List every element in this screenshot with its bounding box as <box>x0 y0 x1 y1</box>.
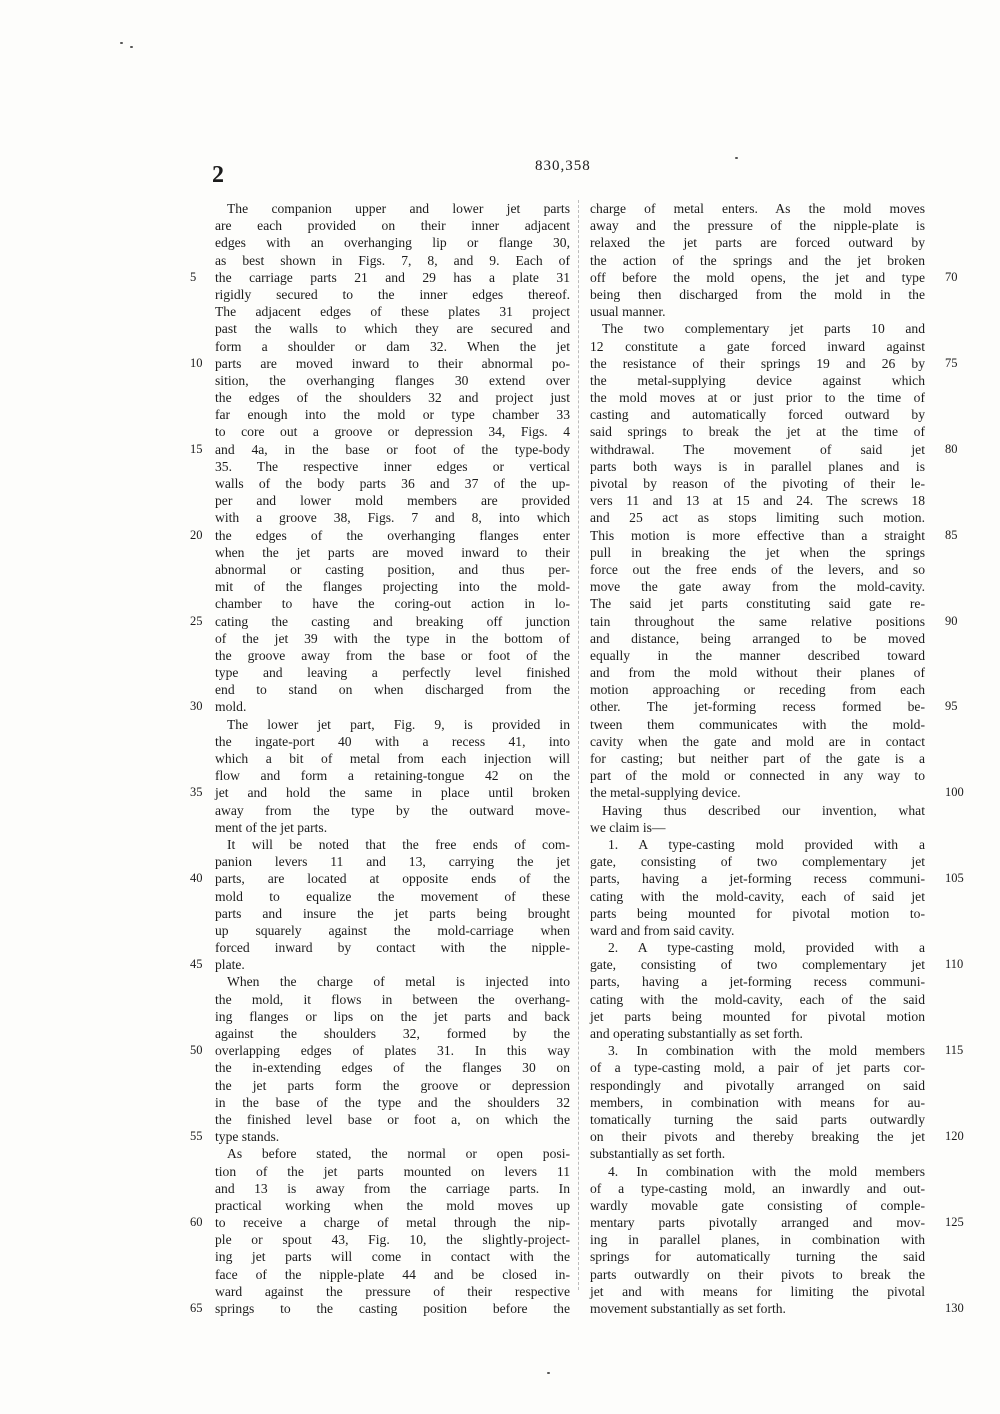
text-line <box>590 905 925 922</box>
line-text: 1. A type-casting mold provided with a <box>608 836 925 852</box>
text-line <box>215 1111 570 1128</box>
text-line <box>215 200 570 217</box>
line-text: with a groove 38, Figs. 7 and 8, into which <box>215 510 570 526</box>
line-text: chamber to have the coring-out action in lo- <box>215 596 570 612</box>
line-text: jet and with means for limiting the pivotal <box>590 1283 925 1299</box>
line-text: ing flanges or lips on the jet parts and back <box>215 1008 570 1024</box>
text-line <box>590 973 925 990</box>
text-line <box>590 509 925 526</box>
text-line <box>215 509 570 526</box>
line-text: the finished level base or foot a, on which the <box>215 1111 570 1127</box>
text-line <box>590 1094 925 1111</box>
text-line <box>215 939 570 956</box>
line-text: type and leaving a perfectly level finished <box>215 665 570 681</box>
text-line <box>215 750 570 767</box>
line-text: part of the mold or connected in any way to <box>590 768 925 784</box>
line-text: substantially as set forth. <box>590 1146 726 1162</box>
line-text: cavity when the gate and mold are in contact <box>590 733 925 749</box>
text-line <box>590 1128 964 1145</box>
text-line <box>215 303 570 320</box>
text-line <box>590 1042 964 1059</box>
text-line <box>215 578 570 595</box>
line-number: 80 <box>945 441 958 456</box>
line-number: 45 <box>190 957 203 972</box>
text-line <box>215 234 570 251</box>
text-line <box>590 561 925 578</box>
text-line <box>215 802 570 819</box>
text-line <box>590 647 925 664</box>
line-text: for casting; but neither part of the gate is a <box>590 751 925 766</box>
text-line <box>590 355 958 372</box>
line-number: 100 <box>945 785 964 800</box>
line-text: type stands. <box>215 1129 280 1145</box>
line-text: the resistance of their springs 19 and 26 by <box>590 355 925 371</box>
scan-speck <box>120 42 123 44</box>
text-line <box>215 1248 570 1265</box>
line-text: sition, the overhanging flanges 30 extend over <box>215 372 570 388</box>
text-line <box>590 836 925 853</box>
text-line <box>590 767 925 784</box>
text-line <box>215 372 570 389</box>
line-text: practical working when the mold moves up <box>215 1197 570 1213</box>
line-text: forced inward by contact with the nipple- <box>215 940 570 956</box>
text-line <box>590 819 925 836</box>
text-line <box>215 1231 570 1248</box>
text-line <box>590 578 925 595</box>
line-text: motion approaching or receding from each <box>590 682 925 698</box>
text-line <box>590 630 925 647</box>
line-text: the in-extending edges of the flanges 30 on <box>215 1060 570 1076</box>
line-text: away and the pressure of the nipple-plate is <box>590 218 925 234</box>
line-text: movement substantially as set forth. <box>590 1301 786 1316</box>
line-number: 25 <box>190 613 203 628</box>
line-text: and 13 is away from the carriage parts. In <box>215 1180 570 1196</box>
line-text: ment of the jet parts. <box>215 819 328 835</box>
text-line <box>215 595 570 612</box>
line-text: cating the casting and breaking off junction <box>215 613 570 629</box>
line-text: walls of the body parts 36 and 37 of the up- <box>215 476 570 491</box>
text-line <box>590 389 925 406</box>
text-line <box>215 561 570 578</box>
line-text: which a bit of metal from each injection will <box>215 751 570 766</box>
line-text: parts being mounted for pivotal motion to- <box>590 905 925 921</box>
text-line <box>590 269 958 286</box>
line-text: ward against the pressure of their respective <box>215 1283 570 1299</box>
line-text: of a type-casting mold, an inwardly and out- <box>590 1180 925 1196</box>
line-text: jet and hold the same in place until broken <box>215 785 570 801</box>
text-line <box>215 647 570 664</box>
line-text: past the walls to which they are secured and <box>215 321 570 337</box>
text-line <box>215 681 570 698</box>
line-text: jet parts being mounted for pivotal motion <box>590 1008 925 1024</box>
line-text: It will be noted that the free ends of com- <box>227 836 570 852</box>
line-text: other. The jet-forming recess formed be- <box>590 699 925 715</box>
line-text: the metal-supplying device against which <box>590 372 925 388</box>
text-line <box>215 1094 570 1111</box>
line-number: 65 <box>190 1301 203 1315</box>
text-line <box>590 544 925 561</box>
line-text: cating with the mold-cavity, each of said jet <box>590 888 925 904</box>
line-text: pull in breaking the jet when the springs <box>590 544 925 560</box>
text-line <box>590 1283 925 1300</box>
text-line <box>590 1266 925 1283</box>
line-text: mit of the flanges projecting into the mold- <box>215 579 570 595</box>
line-text: tomatically turning the said parts outwardly <box>590 1111 925 1127</box>
page-number: 2 <box>212 162 224 188</box>
line-text: ward and from said cavity. <box>590 922 735 938</box>
line-number: 10 <box>190 355 203 370</box>
text-line <box>190 870 570 887</box>
text-line <box>590 423 925 440</box>
line-text: the mold, it flows in between the overhang- <box>215 991 570 1007</box>
text-line <box>590 888 925 905</box>
line-text: respondingly and pivotally arranged on said <box>590 1077 925 1093</box>
text-line <box>590 1180 925 1197</box>
line-text: 4. In combination with the mold members <box>608 1163 925 1179</box>
line-text: the edges of the shoulders 32 and project just <box>215 390 570 406</box>
text-line <box>215 733 570 750</box>
text-line <box>590 750 925 767</box>
line-text: the action of the springs and the jet broken <box>590 252 925 268</box>
line-text: the groove away from the base or foot of the <box>215 647 570 663</box>
line-text: usual manner. <box>590 304 666 320</box>
line-text: tween them communicates with the mold- <box>590 716 925 732</box>
text-line <box>590 338 925 355</box>
line-text: on their pivots and thereby breaking the jet <box>590 1129 925 1145</box>
line-text: against the shoulders 32, formed by the <box>215 1026 570 1041</box>
text-line <box>215 475 570 492</box>
left-column <box>190 200 570 1317</box>
line-number: 75 <box>945 355 958 370</box>
line-text: to receive a charge of metal through the nip- <box>215 1215 570 1231</box>
text-line <box>590 922 925 939</box>
line-number: 20 <box>190 527 203 542</box>
line-text: springs to the casting position before the <box>215 1301 570 1316</box>
line-text: plate. <box>215 957 245 973</box>
line-text: The two complementary jet parts 10 and <box>602 321 925 337</box>
text-line <box>215 458 570 475</box>
line-number: 120 <box>945 1129 964 1144</box>
text-line <box>590 1059 925 1076</box>
text-line <box>190 1214 570 1231</box>
text-line <box>190 1300 570 1317</box>
text-line <box>215 320 570 337</box>
text-line <box>590 870 964 887</box>
line-number: 130 <box>945 1301 964 1315</box>
text-line <box>590 853 925 870</box>
text-line <box>215 1025 570 1042</box>
line-text: parts outwardly on their pivots to break the <box>590 1266 925 1282</box>
line-text: of the jet 39 with the type in the bottom of <box>215 630 570 646</box>
text-line <box>215 991 570 1008</box>
line-text: relaxed the jet parts are forced outward by <box>590 235 925 251</box>
text-line <box>590 956 964 973</box>
line-text: gate, consisting of two complementary jet <box>590 854 925 870</box>
text-line <box>190 698 570 715</box>
text-line <box>590 939 925 956</box>
line-number: 105 <box>945 871 964 886</box>
text-line <box>215 716 570 733</box>
line-text: abnormal or casting position, and thus per- <box>215 561 570 577</box>
line-text: equally in the manner described toward <box>590 647 925 663</box>
line-text: of a type-casting mold, a pair of jet parts cor- <box>590 1060 925 1076</box>
line-text: per and lower mold members are provided <box>215 493 570 509</box>
line-text: the edges of the overhanging flanges enter <box>215 527 570 543</box>
text-line <box>590 613 958 630</box>
line-number: 125 <box>945 1215 964 1230</box>
text-line <box>590 441 958 458</box>
line-number: 90 <box>945 613 958 628</box>
text-line <box>215 492 570 509</box>
line-text: mold to equalize the movement of these <box>215 888 570 904</box>
text-line <box>590 1163 925 1180</box>
line-number: 30 <box>190 699 203 714</box>
text-line <box>215 819 570 836</box>
line-number: 50 <box>190 1043 203 1058</box>
line-text: edges with an overhanging lip or flange 30, <box>215 235 570 251</box>
line-text: As before stated, the normal or open posi- <box>227 1146 570 1162</box>
text-line <box>590 664 925 681</box>
text-line <box>215 406 570 423</box>
text-line <box>590 1231 925 1248</box>
line-text: The companion upper and lower jet parts <box>227 201 570 216</box>
line-number: 5 <box>190 269 197 284</box>
line-number: 115 <box>945 1043 964 1058</box>
line-text: panion levers 11 and 13, carrying the jet <box>215 854 570 870</box>
line-text: when the jet parts are moved inward to their <box>215 544 570 560</box>
line-text: tion of the jet parts mounted on levers 11 <box>215 1163 570 1179</box>
line-number: 95 <box>945 699 958 714</box>
text-line <box>590 252 925 269</box>
text-line <box>190 355 570 372</box>
text-line <box>590 784 964 801</box>
line-text: we claim is— <box>590 819 666 835</box>
line-text: 35. The respective inner edges or vertical <box>215 458 570 474</box>
text-line <box>590 1077 925 1094</box>
line-text: ing in parallel planes, in combination with <box>590 1232 925 1248</box>
line-text: cating with the mold-cavity, each of the said <box>590 991 925 1007</box>
text-line <box>215 423 570 440</box>
line-text: are each provided on their inner adjacent <box>215 218 570 234</box>
text-line <box>590 595 925 612</box>
text-line <box>215 1197 570 1214</box>
text-line <box>215 922 570 939</box>
text-line <box>190 956 570 973</box>
text-line <box>190 1128 570 1145</box>
line-text: parts and insure the jet parts being brought <box>215 905 570 921</box>
line-text: and 4a, in the base or foot of the type-body <box>215 441 570 457</box>
line-number: 85 <box>945 527 958 542</box>
line-number: 35 <box>190 785 203 800</box>
line-text: When the charge of metal is injected into <box>227 974 570 990</box>
line-text: mentary parts pivotally arranged and mov- <box>590 1215 925 1231</box>
line-text: The said jet parts constituting said gate re- <box>590 596 925 612</box>
text-line <box>215 888 570 905</box>
line-text: Having thus described our invention, what <box>602 802 925 818</box>
text-line <box>215 1163 570 1180</box>
line-text: face of the nipple-plate 44 and be closed in- <box>215 1266 570 1282</box>
text-line <box>215 1077 570 1094</box>
line-number: 70 <box>945 269 958 284</box>
text-line <box>590 1214 964 1231</box>
text-line <box>590 320 925 337</box>
line-text: the metal-supplying device. <box>590 785 741 801</box>
line-text: parts, having a jet-forming recess communi- <box>590 974 925 990</box>
line-text: gate, consisting of two complementary jet <box>590 957 925 973</box>
text-line <box>215 1145 570 1162</box>
text-line <box>190 269 570 286</box>
line-text: far enough into the mold or type chamber 33 <box>215 407 570 423</box>
line-text: the mold moves at or just prior to the time of <box>590 390 925 406</box>
line-number: 15 <box>190 441 203 456</box>
text-line <box>215 338 570 355</box>
text-line <box>215 664 570 681</box>
patent-number: 830,358 <box>535 158 591 174</box>
text-line <box>590 527 958 544</box>
line-text: and distance, being arranged to be moved <box>590 630 925 646</box>
line-number: 40 <box>190 871 203 886</box>
text-line <box>215 544 570 561</box>
text-line <box>215 252 570 269</box>
text-line <box>215 286 570 303</box>
line-text: charge of metal enters. As the mold moves <box>590 201 925 216</box>
text-line <box>590 681 925 698</box>
line-text: being then discharged from the mold in the <box>590 286 925 302</box>
text-line <box>590 991 925 1008</box>
text-line <box>215 973 570 990</box>
line-text: ple or spout 43, Fig. 10, the slightly-project- <box>215 1232 570 1248</box>
text-line <box>190 784 570 801</box>
text-line <box>590 286 925 303</box>
line-text: the ingate-port 40 with a recess 41, into <box>215 733 570 749</box>
line-text: and operating substantially as set forth. <box>590 1026 803 1041</box>
line-number: 60 <box>190 1215 203 1230</box>
line-text: the carriage parts 21 and 29 has a plate 31 <box>215 269 570 285</box>
line-text: flow and form a retaining-tongue 42 on the <box>215 768 570 784</box>
line-text: as best shown in Figs. 7, 8, and 9. Each of <box>215 252 570 268</box>
line-text: the jet parts form the groove or depression <box>215 1077 570 1093</box>
scan-speck <box>735 157 738 159</box>
text-line <box>590 200 925 217</box>
text-line <box>215 767 570 784</box>
text-line <box>590 716 925 733</box>
line-text: force out the free ends of the levers, and so <box>590 561 925 577</box>
line-text: up squarely against the mold-carriage when <box>215 922 570 938</box>
line-text: tain throughout the same relative positions <box>590 613 925 629</box>
line-text: 3. In combination with the mold members <box>608 1043 925 1059</box>
text-line <box>590 475 925 492</box>
text-line <box>590 1111 925 1128</box>
line-text: This motion is more effective than a straight <box>590 527 925 543</box>
text-line <box>215 853 570 870</box>
text-line <box>215 905 570 922</box>
line-text: said springs to break the jet at the time of <box>590 424 925 440</box>
line-text: overlapping edges of plates 31. In this way <box>215 1043 570 1059</box>
text-line <box>590 234 925 251</box>
line-number: 55 <box>190 1129 203 1144</box>
line-text: rigidly secured to the inner edges thereof. <box>215 286 570 302</box>
text-line <box>215 389 570 406</box>
text-line <box>590 458 925 475</box>
scan-speck <box>130 46 133 48</box>
column-divider <box>578 200 579 1290</box>
line-text: parts, having a jet-forming recess communi- <box>590 871 925 887</box>
text-line <box>590 492 925 509</box>
text-line <box>215 217 570 234</box>
line-text: and from the mold without their planes of <box>590 665 925 681</box>
text-line <box>590 1248 925 1265</box>
text-line <box>590 1300 964 1317</box>
line-text: move the gate away from the mold-cavity. <box>590 579 925 595</box>
line-text: pivotal by reason of the pivoting of their le- <box>590 476 925 491</box>
text-line <box>190 613 570 630</box>
text-line <box>590 217 925 234</box>
line-text: ing jet parts will come in contact with the <box>215 1249 570 1265</box>
text-line <box>215 630 570 647</box>
line-text: parts, are located at opposite ends of the <box>215 871 570 887</box>
line-text: to core out a groove or depression 34, Figs. 4 <box>215 424 570 440</box>
line-text: 12 constitute a gate forced inward against <box>590 338 925 354</box>
line-number: 110 <box>945 957 964 972</box>
text-line <box>190 441 570 458</box>
text-line <box>215 836 570 853</box>
text-line <box>215 1180 570 1197</box>
text-line <box>190 1042 570 1059</box>
line-text: parts are moved inward to their abnormal po- <box>215 355 570 371</box>
text-line <box>590 1145 925 1162</box>
line-text: members, in combination with means for au- <box>590 1094 925 1110</box>
text-line <box>590 1008 925 1025</box>
text-line <box>590 372 925 389</box>
line-text: casting and automatically forced outward by <box>590 407 925 423</box>
line-text: in the base of the type and the shoulders 32 <box>215 1094 570 1110</box>
line-text: off before the mold opens, the jet and type <box>590 269 925 285</box>
line-text: parts both ways is in parallel planes and is <box>590 458 925 474</box>
line-text: withdrawal. The movement of said jet <box>590 441 925 457</box>
line-text: end to stand on when discharged from the <box>215 682 570 698</box>
line-text: 2. A type-casting mold, provided with a <box>608 940 925 956</box>
text-line <box>590 698 958 715</box>
line-text: form a shoulder or dam 32. When the jet <box>215 338 570 354</box>
line-text: and 25 act as stops limiting such motion. <box>590 510 925 526</box>
text-line <box>590 1025 925 1042</box>
line-text: mold. <box>215 699 247 715</box>
line-text: vers 11 and 13 at 15 and 24. The screws 18 <box>590 493 925 509</box>
line-text: The adjacent edges of these plates 31 project <box>215 304 570 320</box>
text-line <box>590 406 925 423</box>
text-line <box>590 1197 925 1214</box>
line-text: The lower jet part, Fig. 9, is provided in <box>227 716 570 732</box>
scan-speck <box>547 1372 550 1374</box>
right-column <box>590 200 964 1317</box>
text-line <box>590 733 925 750</box>
line-text: wardly movable gate consisting of comple- <box>590 1197 925 1213</box>
text-line <box>190 527 570 544</box>
text-line <box>215 1266 570 1283</box>
text-line <box>590 802 925 819</box>
text-line <box>215 1059 570 1076</box>
line-text: away from the type by the outward move- <box>215 802 570 818</box>
text-line <box>215 1283 570 1300</box>
text-line <box>590 303 925 320</box>
text-line <box>215 1008 570 1025</box>
line-text: springs for automatically turning the said <box>590 1249 925 1265</box>
